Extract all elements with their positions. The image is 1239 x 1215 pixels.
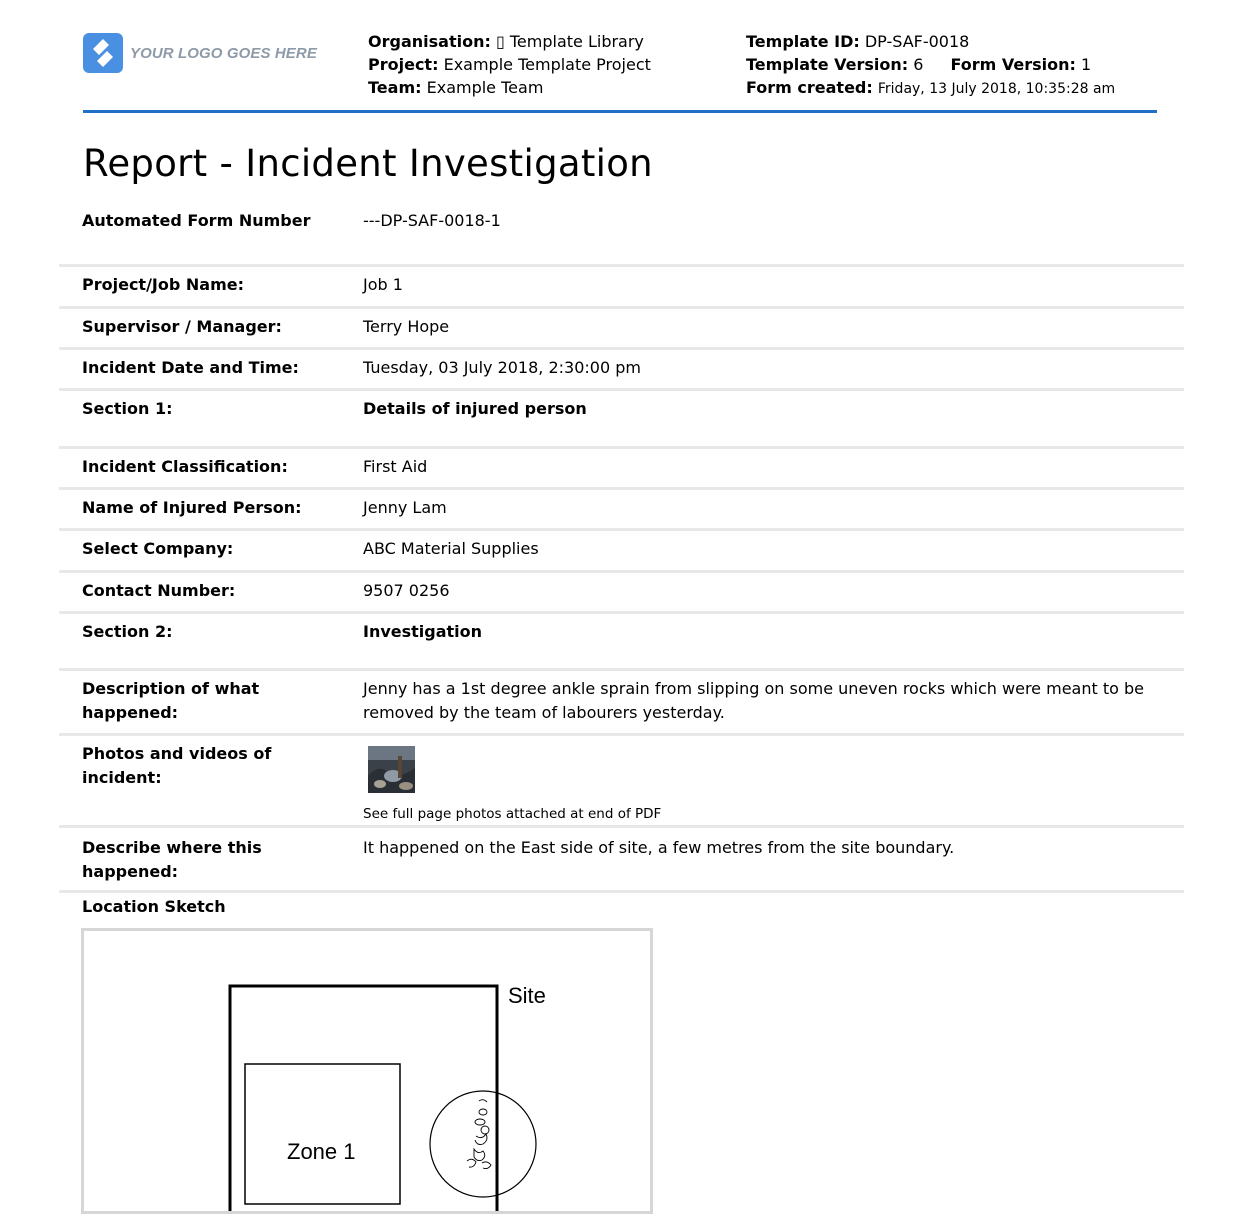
field-value: Terry Hope [363, 317, 450, 336]
template-version-value: 6 [913, 55, 924, 74]
table-row [59, 206, 1184, 267]
organisation-label: Organisation: [368, 32, 491, 51]
incident-photo-thumbnail[interactable] [368, 746, 415, 793]
project-value: Example Template Project [443, 55, 651, 74]
field-value: First Aid [363, 457, 428, 476]
table-row [59, 671, 1184, 736]
table-row [59, 449, 1184, 490]
form-version-label: Form Version: [950, 55, 1076, 74]
company-logo [83, 33, 317, 73]
table-row [59, 828, 1184, 893]
table-row [59, 573, 1184, 614]
table-row [59, 736, 1184, 828]
org-details [368, 30, 651, 99]
section-title: Investigation [363, 622, 483, 641]
section-title: Details of injured person [363, 399, 587, 418]
team-label: Team: [368, 78, 422, 97]
section-row [59, 614, 1184, 671]
field-label: Incident Classification: [82, 457, 288, 476]
header-divider [83, 110, 1157, 113]
site-sketch-drawing [84, 931, 650, 1211]
page-title: Report - Incident Investigation [83, 142, 653, 185]
table-row [59, 309, 1184, 350]
field-label: Description of what happened: [82, 679, 260, 722]
field-label: Incident Date and Time: [82, 358, 299, 377]
field-value: Jenny Lam [363, 498, 447, 517]
field-label: Supervisor / Manager: [82, 317, 282, 336]
field-value: 9507 0256 [363, 581, 450, 600]
template-id-label: Template ID: [746, 32, 860, 51]
table-row [59, 531, 1184, 573]
field-label: Describe where this happened: [82, 838, 262, 881]
field-label: Project/Job Name: [82, 275, 244, 294]
field-value: It happened on the East side of site, a few metres from the site boundary. [363, 838, 955, 857]
project-label: Project: [368, 55, 439, 74]
field-label: Contact Number: [82, 581, 236, 600]
form-fields-table [59, 206, 1184, 893]
section-label: Section 1: [82, 399, 173, 418]
rocks-scribble-icon [467, 1100, 491, 1169]
location-sketch [81, 928, 653, 1214]
logo-mark-icon [83, 33, 123, 73]
field-value: ABC Material Supplies [363, 539, 539, 558]
organisation-icon: ▯ [495, 32, 505, 51]
section-row [59, 391, 1184, 449]
field-label: Automated Form Number [82, 211, 311, 230]
template-version-label: Template Version: [746, 55, 909, 74]
field-label: Name of Injured Person: [82, 498, 302, 517]
logo-text: YOUR LOGO GOES HERE [130, 44, 317, 62]
field-value: Jenny has a 1st degree ankle sprain from slipping on some uneven rocks which were meant to be removed by the team of labourers yesterday. [363, 679, 1144, 722]
organisation-value: Template Library [509, 32, 644, 51]
field-value: ---DP-SAF-0018-1 [363, 211, 501, 230]
report-header [83, 30, 1157, 110]
media-cell [363, 746, 1163, 821]
field-label: Select Company: [82, 539, 234, 558]
template-id-value: DP-SAF-0018 [864, 32, 970, 51]
form-version-value: 1 [1080, 55, 1092, 74]
photo-caption: See full page photos attached at end of PDF [363, 806, 662, 822]
location-sketch-title: Location Sketch [82, 897, 226, 916]
table-row [59, 490, 1184, 531]
form-created-label: Form created: [746, 78, 873, 97]
field-value: Tuesday, 03 July 2018, 2:30:00 pm [363, 358, 641, 377]
field-label: Photos and videos of incident: [82, 744, 272, 787]
site-label: Site [508, 983, 546, 1008]
team-value: Example Team [426, 78, 544, 97]
table-row [59, 350, 1184, 391]
section-label: Section 2: [82, 622, 173, 641]
field-value: Job 1 [363, 275, 403, 294]
form-created-value: Friday, 13 July 2018, 10:35:28 am [877, 81, 1116, 97]
template-details [746, 30, 1115, 101]
zone-label: Zone 1 [287, 1139, 356, 1164]
table-row [59, 267, 1184, 309]
